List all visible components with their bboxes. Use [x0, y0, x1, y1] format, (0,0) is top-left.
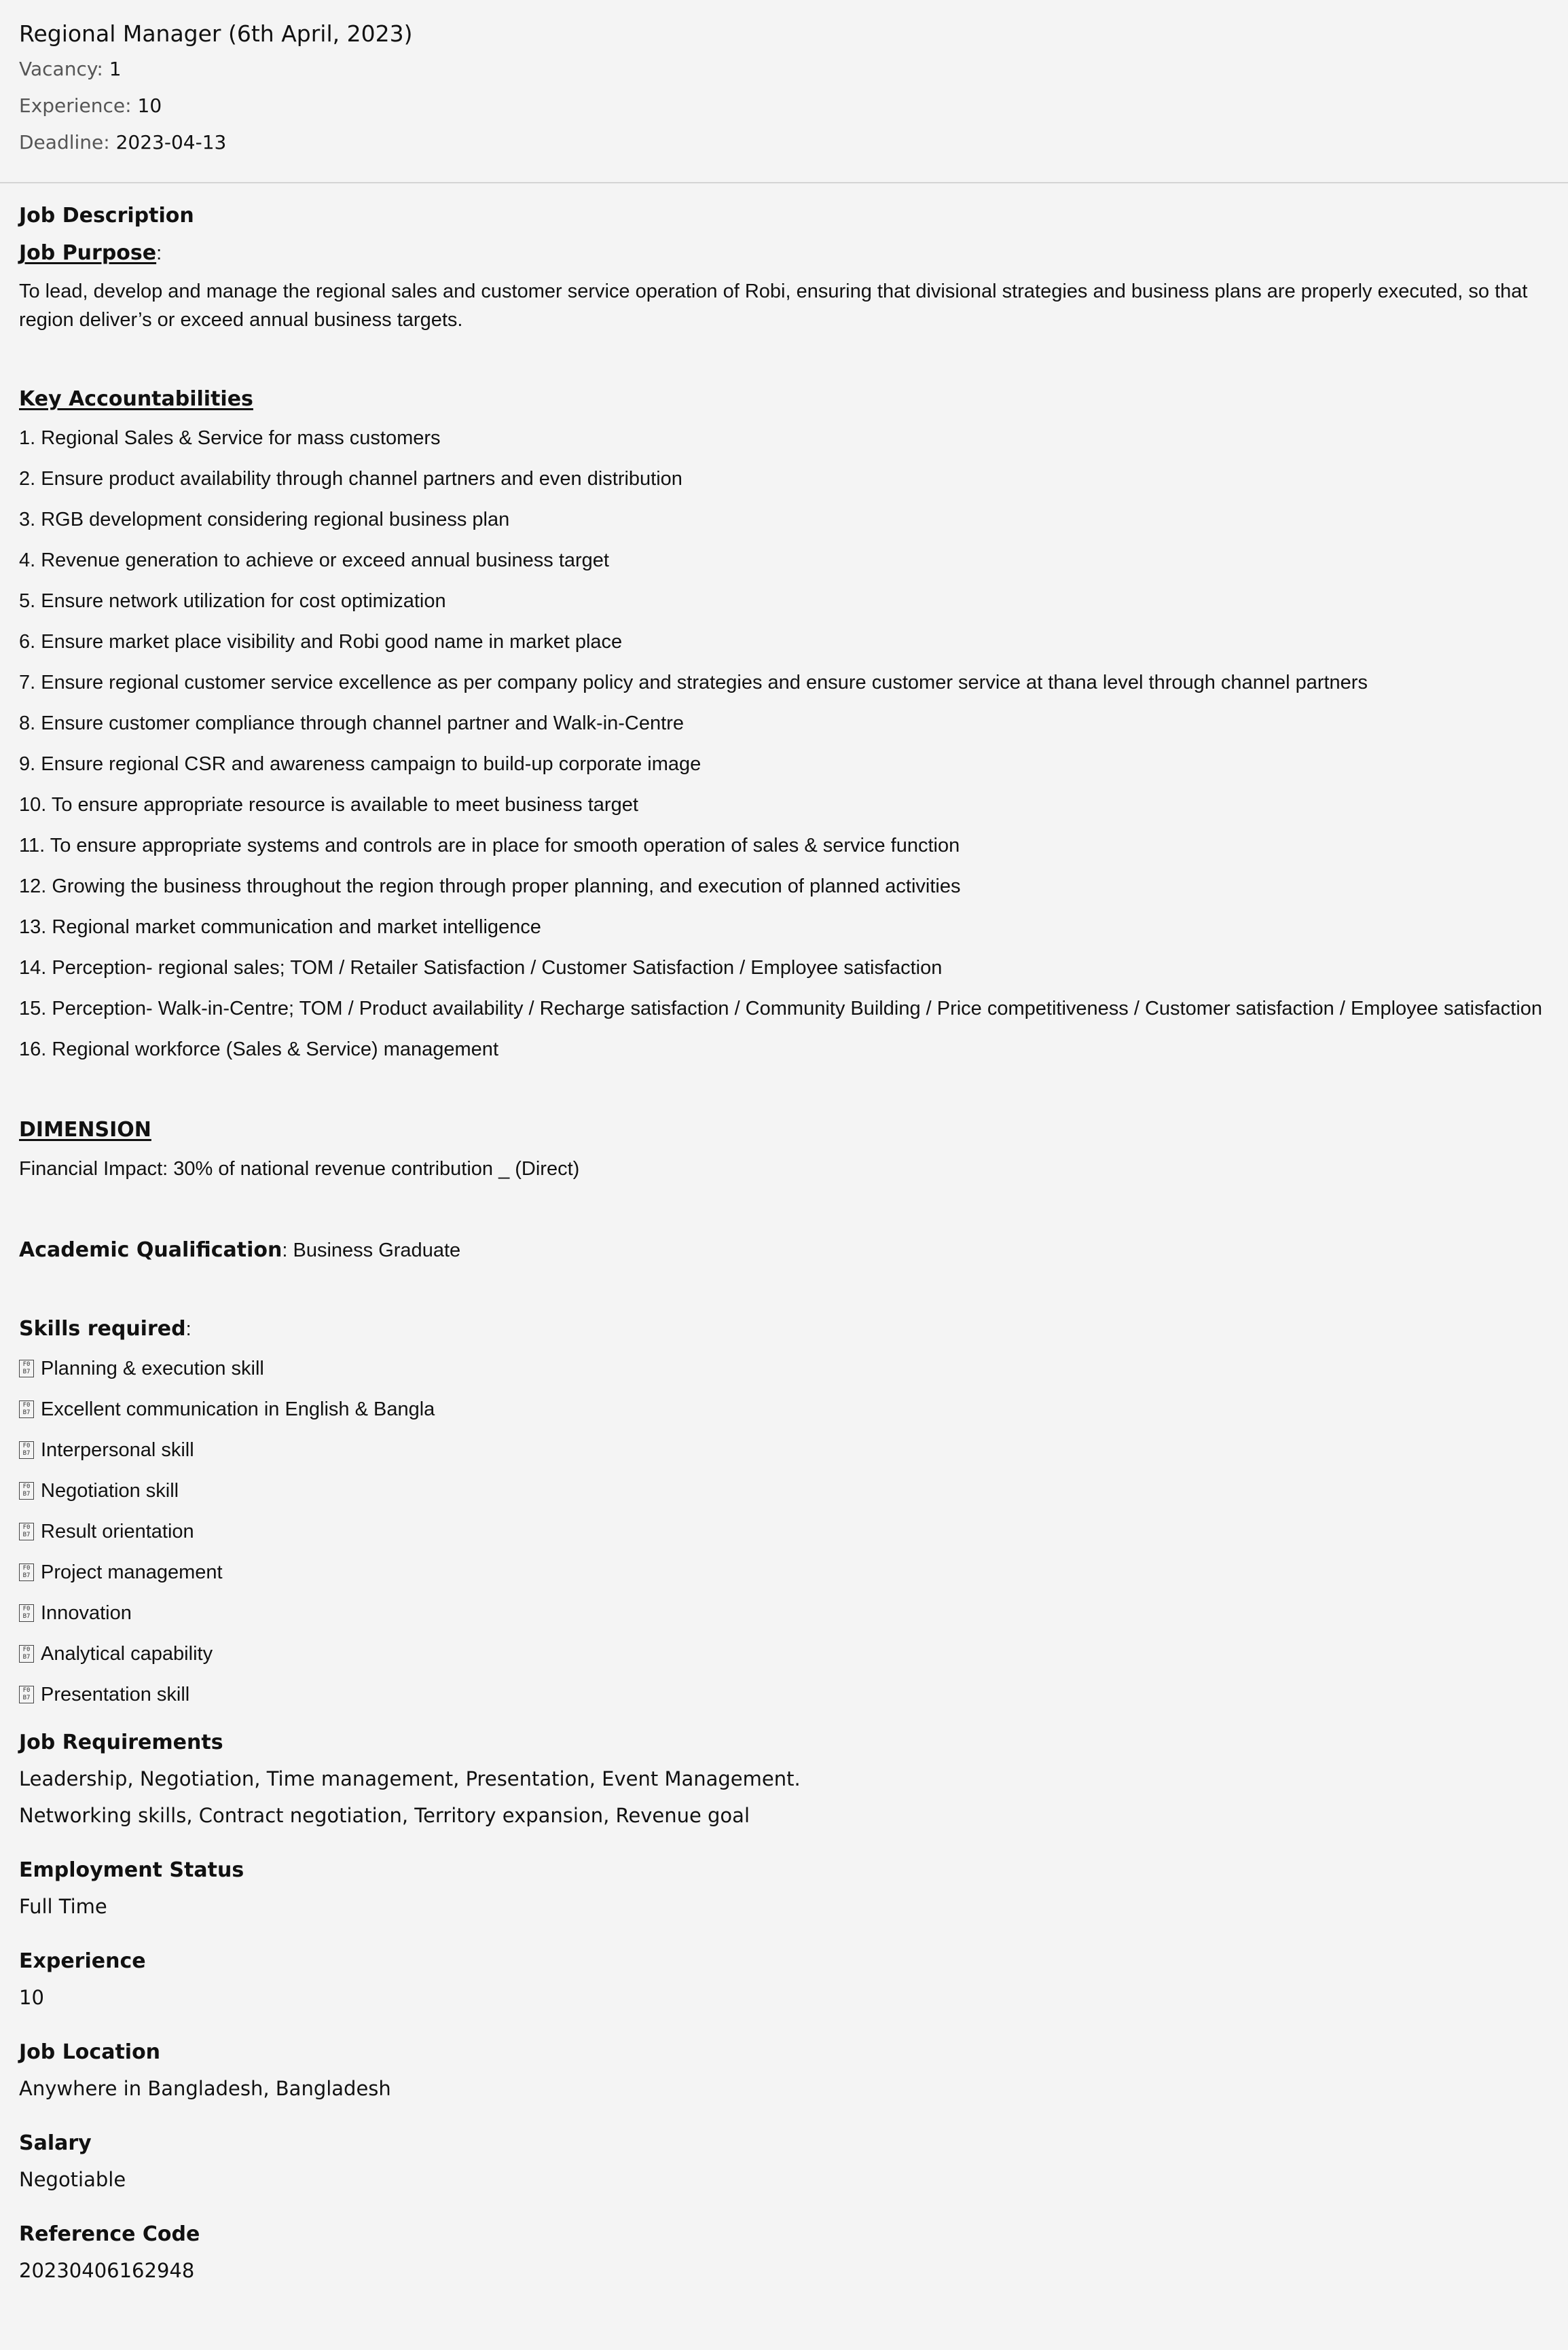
missing-glyph-icon: F0 B7 — [19, 1645, 34, 1663]
list-item: 8. Ensure customer compliance through channel partner and Walk-in-Centre — [19, 712, 684, 734]
missing-glyph-icon: F0 B7 — [19, 1441, 34, 1459]
academic-qualification-row — [19, 1236, 1549, 1265]
list-item — [19, 1395, 1549, 1424]
experience-section-value: 10 — [19, 1986, 44, 2009]
reference-code-value: 20230406162948 — [19, 2259, 195, 2282]
missing-glyph-icon: F0 B7 — [19, 1400, 34, 1418]
salary-value: Negotiable — [19, 2168, 126, 2191]
dimension-text: Financial Impact: 30% of national revenue contribution _ (Direct) — [19, 1158, 580, 1180]
salary-heading: Salary — [19, 2131, 92, 2155]
list-item — [19, 1599, 1549, 1627]
skill-label: Presentation skill — [41, 1684, 190, 1705]
skill-label: Negotiation skill — [41, 1480, 179, 1502]
skill-label: Analytical capability — [41, 1643, 213, 1665]
skills-heading-row — [19, 1315, 1549, 1343]
deadline-row — [19, 129, 1549, 156]
missing-glyph-icon: F0 B7 — [19, 1604, 34, 1622]
list-item: 11. To ensure appropriate systems and controls are in place for smooth operation of sales & service function — [19, 835, 960, 856]
list-item: 7. Ensure regional customer service excellence as per company policy and strategies and ensure customer service at thana level through channel partners — [19, 672, 1368, 693]
job-description-heading: Job Description — [19, 204, 194, 228]
job-requirements-line: Leadership, Negotiation, Time management, Presentation, Event Management. — [19, 1767, 801, 1790]
experience-heading: Experience — [19, 1949, 146, 1973]
employment-status-value: Full Time — [19, 1895, 107, 1918]
job-purpose-heading: Job Purpose — [19, 241, 157, 265]
list-item: 2. Ensure product availability through channel partners and even distribution — [19, 468, 682, 490]
job-location-heading: Job Location — [19, 2040, 161, 2064]
key-accountabilities-list — [19, 424, 1549, 1064]
list-item: 15. Perception- Walk-in-Centre; TOM / Product availability / Recharge satisfaction / Community Building / Price competitiveness / Customer satisfaction / Employee satisfaction — [19, 998, 1543, 1019]
skills-heading: Skills required — [19, 1317, 186, 1341]
list-item: 1. Regional Sales & Service for mass customers — [19, 427, 441, 449]
list-item — [19, 1680, 1549, 1709]
reference-code-heading: Reference Code — [19, 2222, 200, 2246]
list-item: 14. Perception- regional sales; TOM / Retailer Satisfaction / Customer Satisfaction / Employee satisfaction — [19, 957, 943, 979]
deadline-label: Deadline: — [19, 131, 110, 153]
list-item: 9. Ensure regional CSR and awareness campaign to build-up corporate image — [19, 753, 701, 775]
missing-glyph-icon: F0 B7 — [19, 1360, 34, 1377]
skill-label: Excellent communication in English & Bangla — [41, 1398, 435, 1420]
job-purpose-heading-row — [19, 239, 1549, 268]
skills-list — [19, 1354, 1549, 1709]
job-requirements-line: Networking skills, Contract negotiation, Territory expansion, Revenue goal — [19, 1804, 750, 1827]
list-item: 13. Regional market communication and market intelligence — [19, 916, 541, 938]
list-item — [19, 1517, 1549, 1546]
deadline-value: 2023-04-13 — [115, 131, 227, 153]
list-item: 10. To ensure appropriate resource is available to meet business target — [19, 794, 638, 816]
list-item — [19, 1436, 1549, 1464]
experience-value: 10 — [137, 94, 162, 117]
list-item: 16. Regional workforce (Sales & Service) management — [19, 1038, 498, 1060]
job-requirements-heading: Job Requirements — [19, 1731, 223, 1754]
list-item: 4. Revenue generation to achieve or exceed annual business target — [19, 549, 609, 571]
vacancy-label: Vacancy: — [19, 58, 103, 80]
academic-qualification-heading: Academic Qualification — [19, 1238, 282, 1262]
skill-label: Interpersonal skill — [41, 1439, 194, 1461]
missing-glyph-icon: F0 B7 — [19, 1686, 34, 1703]
academic-qualification-text: : Business Graduate — [282, 1240, 461, 1261]
vacancy-row — [19, 56, 1549, 83]
skill-label: Result orientation — [41, 1521, 194, 1542]
skill-label: Project management — [41, 1561, 223, 1583]
list-item: 6. Ensure market place visibility and Robi good name in market place — [19, 631, 623, 653]
dimension-heading: DIMENSION — [19, 1118, 151, 1142]
experience-row — [19, 92, 1549, 120]
job-header — [0, 0, 1568, 183]
experience-label: Experience: — [19, 94, 132, 117]
skills-colon: : — [185, 1318, 192, 1340]
job-location-value: Anywhere in Bangladesh, Bangladesh — [19, 2077, 391, 2100]
missing-glyph-icon: F0 B7 — [19, 1482, 34, 1500]
list-item — [19, 1354, 1549, 1383]
job-purpose-colon: : — [156, 242, 162, 264]
employment-status-heading: Employment Status — [19, 1858, 244, 1882]
key-accountabilities-heading: Key Accountabilities — [19, 387, 253, 411]
list-item — [19, 1558, 1549, 1587]
job-purpose-text: To lead, develop and manage the regional sales and customer service operation of Robi, ensuring that divisional strategies and business plans are properly executed, so that region deliver’s or exceed annual business targets. — [19, 281, 1528, 331]
list-item — [19, 1640, 1549, 1668]
list-item: 5. Ensure network utilization for cost optimization — [19, 590, 446, 612]
job-content — [0, 183, 1568, 2285]
skill-label: Planning & execution skill — [41, 1358, 264, 1379]
list-item: 12. Growing the business throughout the region through proper planning, and execution of planned activities — [19, 875, 961, 897]
list-item — [19, 1477, 1549, 1505]
missing-glyph-icon: F0 B7 — [19, 1563, 34, 1581]
skill-label: Innovation — [41, 1602, 132, 1624]
list-item: 3. RGB development considering regional business plan — [19, 509, 510, 530]
missing-glyph-icon: F0 B7 — [19, 1523, 34, 1540]
job-title: Regional Manager (6th April, 2023) — [19, 20, 413, 47]
vacancy-value: 1 — [109, 58, 122, 80]
